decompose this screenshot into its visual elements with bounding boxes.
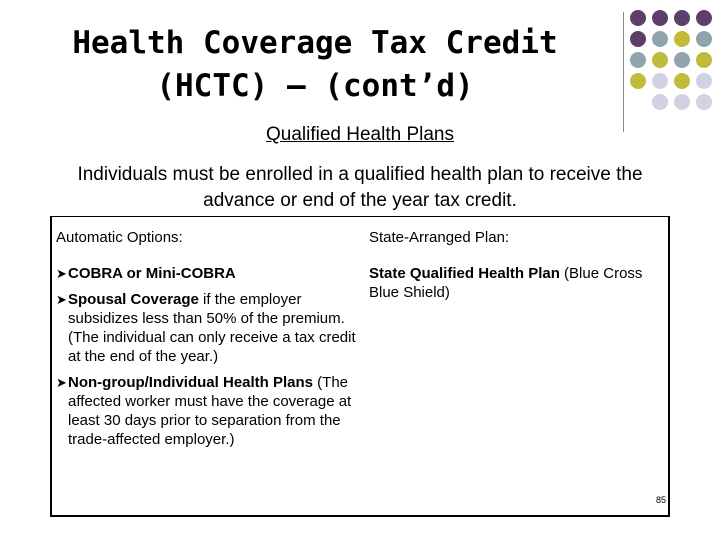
list-item (56, 373, 356, 449)
item-text: (The affected worker must have the coverage at least 30 days prior to separation from the trade-affected employer.) (68, 374, 352, 448)
dot-olive (674, 31, 690, 47)
dot-slate (652, 31, 668, 47)
arrow-bullet-icon: ➤ (56, 292, 67, 307)
dot-lavender (652, 94, 668, 110)
state-arranged-column (369, 228, 659, 302)
dot-lavender (674, 94, 690, 110)
dot-lavender (652, 73, 668, 89)
automatic-options-column (56, 228, 356, 456)
list-item (56, 264, 356, 283)
decorative-divider (623, 12, 624, 132)
section-subtitle: Qualified Health Plans (266, 124, 454, 145)
state-plan-rest-text: (Blue Cross Blue Shield) (369, 265, 643, 301)
dot-olive (674, 73, 690, 89)
dot-slate (696, 31, 712, 47)
dot-slate (630, 52, 646, 68)
dot-purple (652, 10, 668, 26)
state-arranged-heading: State-Arranged Plan: (369, 229, 510, 246)
dot-olive (652, 52, 668, 68)
item-text: if the employer subsidizes less than 50% of the premium. (The individual can only receive a tax credit at the end of the year.) (68, 291, 356, 365)
slide-title-line-2: (HCTC) – (cont’d) (156, 68, 474, 104)
slide-title (30, 22, 600, 108)
dot-slate (674, 52, 690, 68)
page-number: 85 (656, 495, 667, 505)
dot-purple (674, 10, 690, 26)
dot-olive (630, 73, 646, 89)
state-plan-bold-text: State Qualified Health Plan (369, 265, 560, 282)
item-bold-text: Non-group/Individual Health Plans (68, 374, 314, 391)
automatic-options-heading: Automatic Options: (56, 229, 183, 246)
dot-olive (696, 52, 712, 68)
item-bold-text: Spousal Coverage (68, 291, 199, 308)
arrow-bullet-icon: ➤ (56, 266, 67, 281)
item-bold-text: COBRA or Mini-COBRA (68, 265, 236, 282)
intro-paragraph: Individuals must be enrolled in a qualified health plan to receive the advance or end of the year tax credit. (77, 164, 643, 211)
dot-lavender (696, 73, 712, 89)
dot-purple (630, 31, 646, 47)
dot-purple (630, 10, 646, 26)
dot-lavender (696, 94, 712, 110)
arrow-bullet-icon: ➤ (56, 375, 67, 390)
state-plan-text (369, 264, 659, 302)
list-item (56, 290, 356, 366)
slide-title-line-1: Health Coverage Tax Credit (72, 25, 558, 61)
dot-purple (696, 10, 712, 26)
